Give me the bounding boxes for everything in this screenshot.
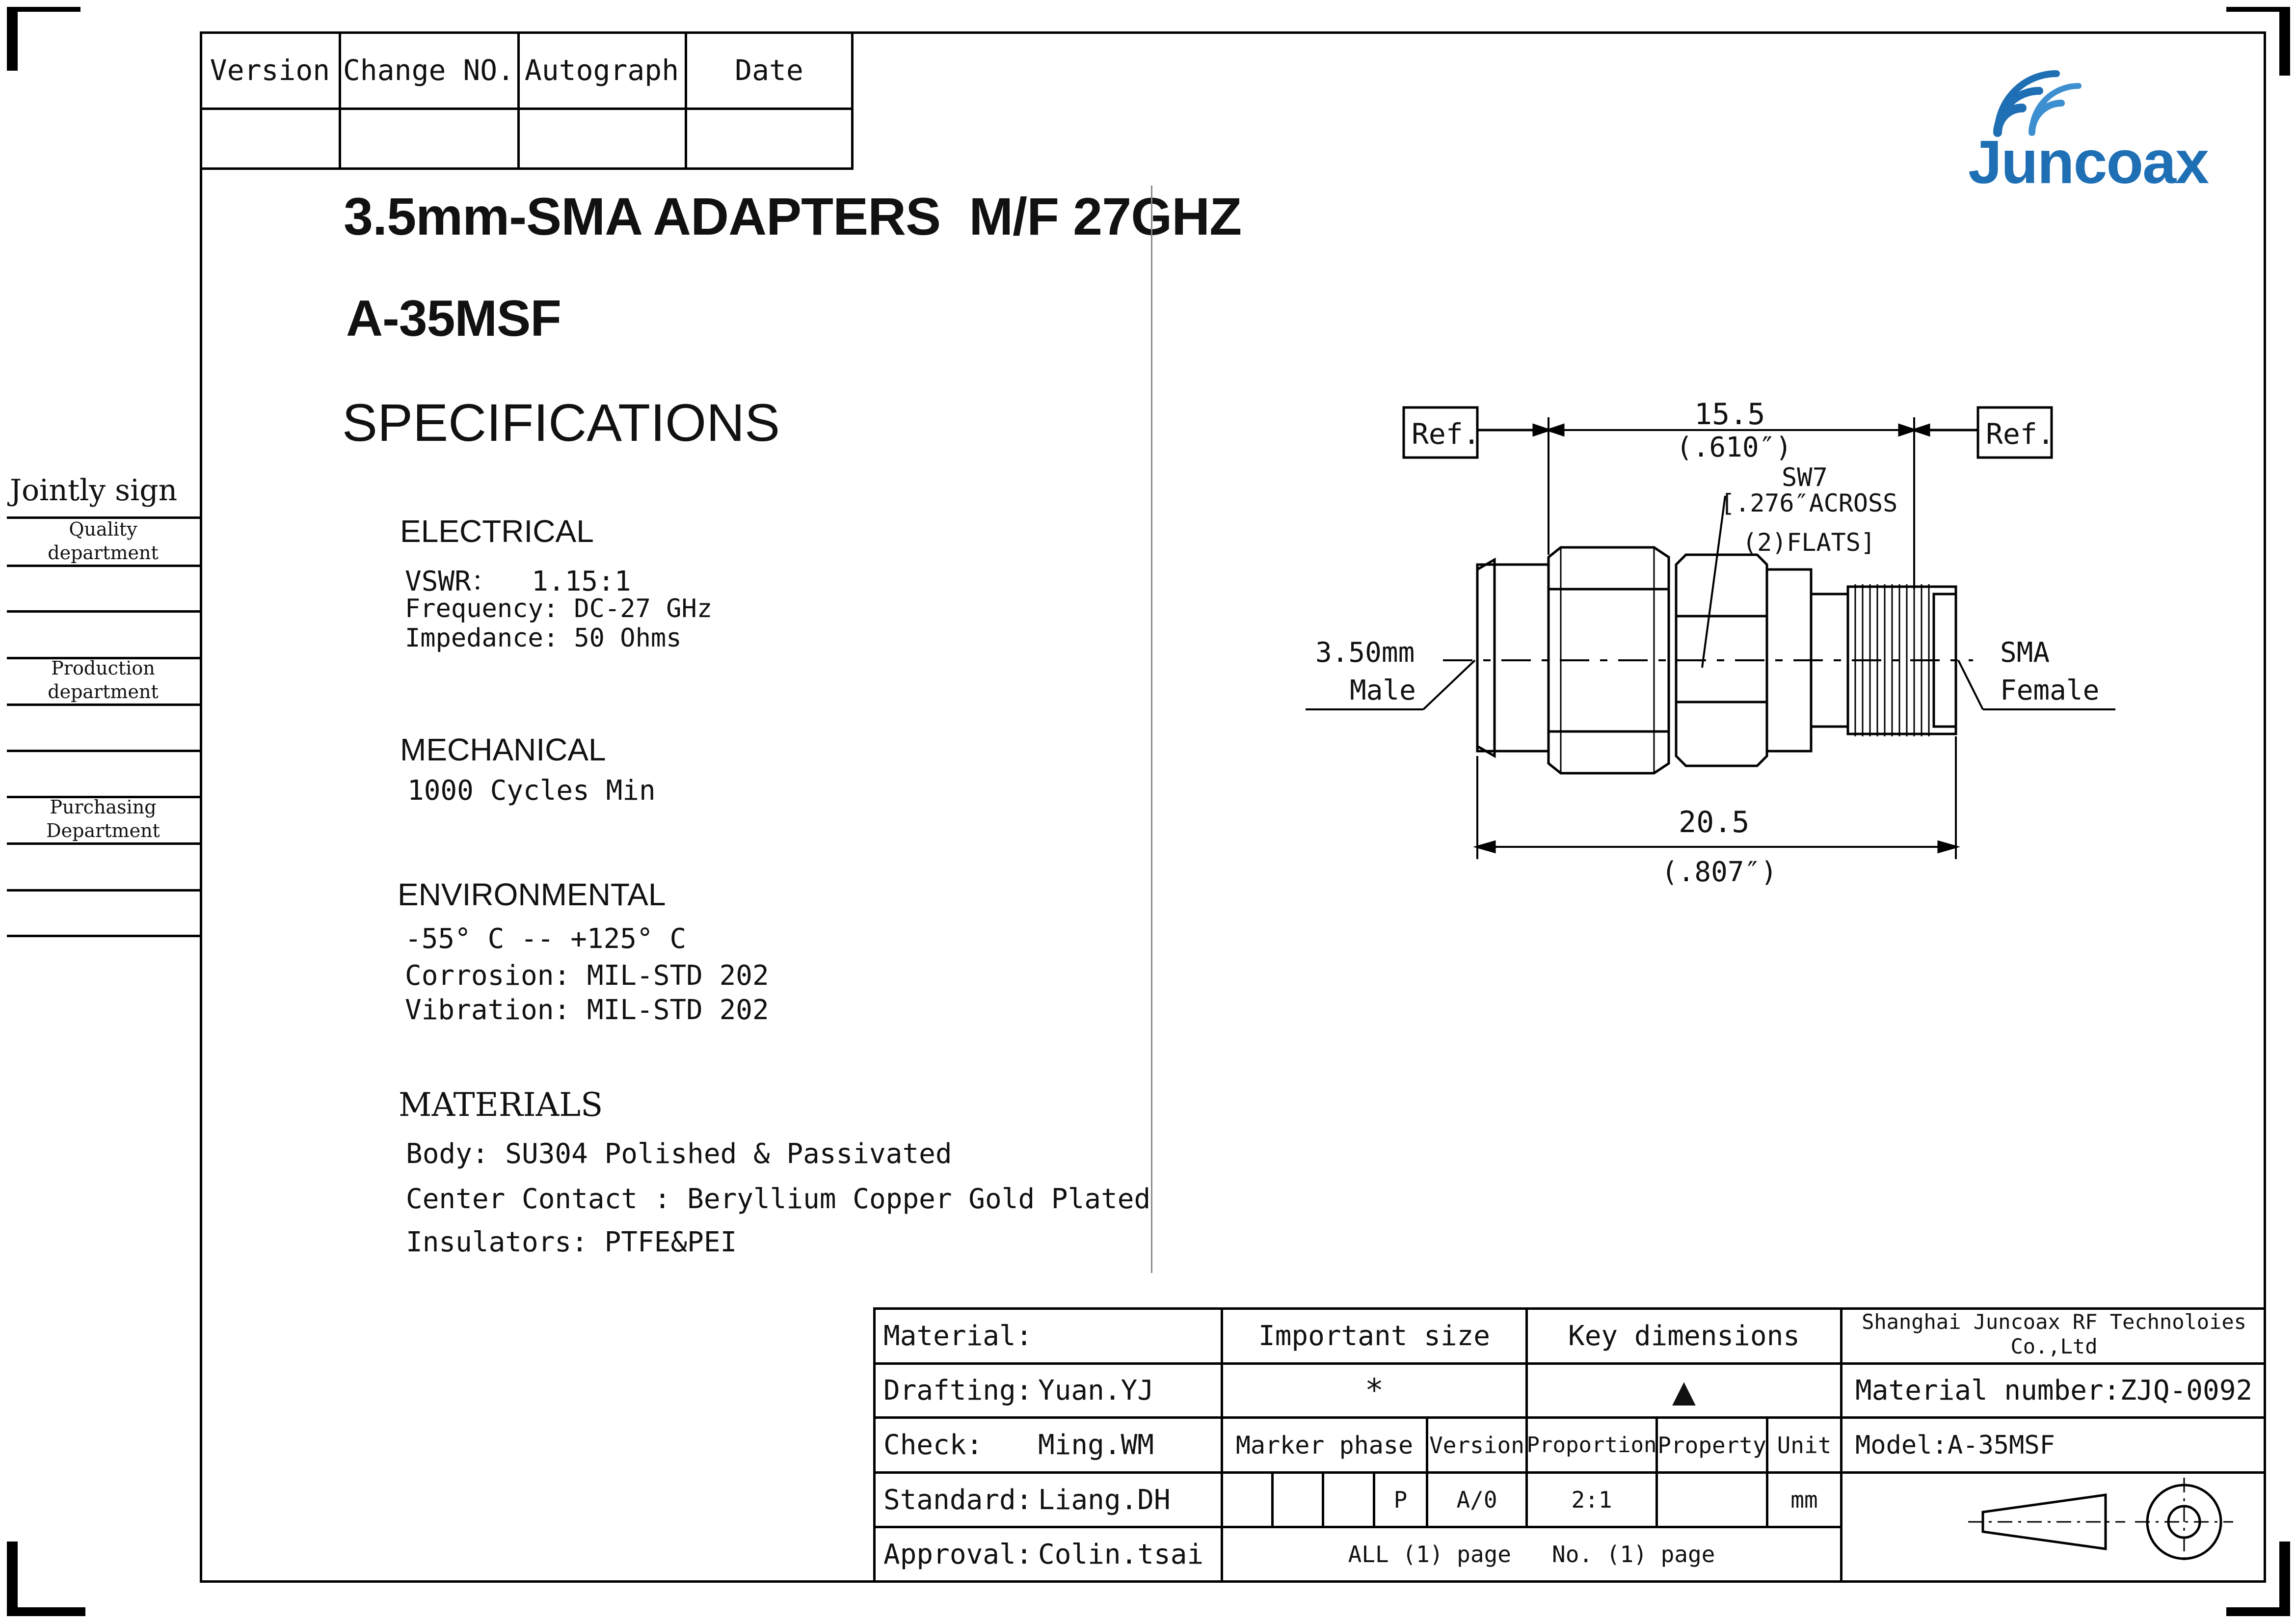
product-model: A-35MSF: [346, 290, 561, 347]
drafting-value: Yuan.YJ: [1038, 1375, 1154, 1407]
page-count: ALL (1) page No. (1) page: [1348, 1541, 1715, 1568]
female-label: Female: [2000, 675, 2100, 706]
approval-value: Colin.tsai: [1038, 1538, 1204, 1570]
important-size-symbol: *: [1364, 1372, 1384, 1409]
check-value: Ming.WM: [1038, 1429, 1154, 1461]
spec-line: Center Contact : Beryllium Copper Gold Plated: [406, 1183, 1151, 1215]
production-department-label: Production department: [48, 657, 159, 703]
material-label: Material:: [883, 1320, 1033, 1352]
proportion-value: 2:1: [1571, 1487, 1612, 1513]
key-dimensions-header: Key dimensions: [1568, 1320, 1800, 1352]
unit-header: Unit: [1777, 1432, 1832, 1459]
specifications-heading: SPECIFICATIONS: [342, 393, 780, 452]
male-size-label: 3.50mm: [1315, 637, 1415, 669]
revision-header-version: Version: [210, 54, 330, 87]
property-header: Property: [1657, 1432, 1766, 1459]
environmental-heading: ENVIRONMENTAL: [398, 877, 666, 912]
purchasing-department-label: Purchasing Department: [46, 796, 160, 841]
sw-across-label: [.276″ACROSS: [1720, 489, 1898, 517]
key-dimensions-symbol: ▲: [1672, 1368, 1696, 1413]
material-number: Material number:ZJQ-0092: [1855, 1375, 2253, 1407]
sw-label: SW7: [1782, 463, 1828, 492]
spec-line: -55° C -- +125° C: [405, 923, 687, 955]
ref-left-label: Ref.: [1412, 417, 1480, 451]
spec-line: Insulators: PTFE&PEI: [406, 1226, 737, 1258]
revision-header-change-no: Change NO.: [343, 54, 515, 87]
logo-text: Juncoax: [1968, 129, 2209, 196]
marker-phase-header: Marker phase: [1235, 1431, 1414, 1460]
dim-top-inch: (.610″): [1676, 432, 1792, 463]
important-size-header: Important size: [1258, 1320, 1490, 1352]
spec-line: Body: SU304 Polished & Passivated: [406, 1138, 952, 1170]
product-title: 3.5mm-SMA ADAPTERS M/F 27GHZ: [344, 187, 1242, 246]
standard-value: Liang.DH: [1038, 1484, 1171, 1516]
proportion-header: Proportion: [1526, 1433, 1657, 1458]
revision-header-date: Date: [735, 54, 803, 87]
check-label: Check:: [883, 1429, 983, 1461]
company-name: Shanghai Juncoax RF Technoloies Co.,Ltd: [1862, 1310, 2246, 1359]
dim-bottom-inch: (.807″): [1661, 856, 1778, 888]
sma-label: SMA: [2000, 637, 2050, 669]
version-header: Version: [1429, 1432, 1524, 1459]
adapter-drawing: [1276, 383, 2160, 923]
spec-line: Impedance: 50 Ohms: [405, 623, 682, 653]
materials-heading: MATERIALS: [399, 1086, 603, 1124]
quality-department-label: Quality department: [48, 518, 159, 564]
corner-mark-top-left: [7, 7, 80, 71]
spec-line: Frequency: DC-27 GHz: [405, 594, 713, 623]
electrical-heading: ELECTRICAL: [400, 514, 594, 549]
sw-flats-label: (2)FLATS]: [1742, 528, 1875, 557]
approval-label: Approval:: [883, 1538, 1033, 1570]
spec-line: Corrosion: MIL-STD 202: [405, 960, 769, 992]
ref-right-label: Ref.: [1986, 417, 2055, 451]
corner-mark-bottom-left: [7, 1542, 85, 1616]
male-label: Male: [1350, 675, 1416, 706]
spec-line: 1000 Cycles Min: [407, 775, 656, 807]
dim-bottom-value: 20.5: [1679, 805, 1750, 839]
marker-phase-value: P: [1393, 1487, 1408, 1513]
spec-line: VSWR： 1.15:1: [405, 566, 631, 597]
jointly-sign-title: Jointly sign: [10, 473, 178, 508]
standard-label: Standard:: [883, 1484, 1033, 1516]
section-divider: [1151, 186, 1152, 1273]
unit-value: mm: [1790, 1487, 1818, 1513]
dim-top-value: 15.5: [1694, 397, 1765, 432]
model-number: Model:A-35MSF: [1855, 1430, 2055, 1460]
version-value: A/0: [1456, 1487, 1497, 1513]
revision-header-autograph: Autograph: [524, 54, 679, 87]
drafting-label: Drafting:: [883, 1375, 1033, 1407]
projection-symbol-icon: [1958, 1478, 2253, 1576]
spec-line: Vibration: MIL-STD 202: [405, 994, 769, 1026]
mechanical-heading: MECHANICAL: [400, 732, 606, 767]
